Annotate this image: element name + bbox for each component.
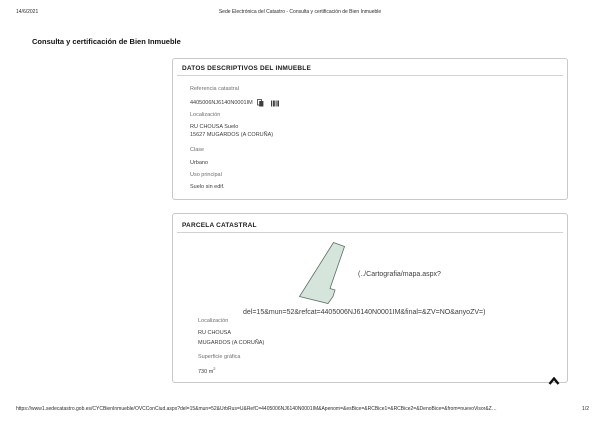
- chevron-up-icon[interactable]: [548, 373, 560, 382]
- clase-value: Urbano: [190, 160, 209, 166]
- parcel-shape-map: [296, 240, 348, 306]
- divider: [177, 232, 563, 233]
- referencia-catastral-label: Referencia catastral: [190, 86, 239, 92]
- map-alt-text-line1: (../Cartografia/mapa.aspx?: [358, 271, 441, 278]
- datos-descriptivos-panel: [172, 58, 568, 200]
- print-page-number: 1/2: [582, 406, 589, 412]
- divider: [177, 75, 563, 76]
- referencia-catastral-value: 4405006NJ6140N0001IM: [190, 100, 253, 106]
- localizacion-line1: RU CHOUSA Suelo: [190, 124, 239, 130]
- print-date: 14/6/2021: [16, 9, 39, 15]
- datos-panel-title: DATOS DESCRIPTIVOS DEL INMUEBLE: [182, 65, 311, 72]
- map-alt-text-line2: del=15&mun=52&refcat=4405006NJ6140N0001IM&final=&ZV=NO&anyoZV=): [243, 309, 486, 316]
- print-footer-url: https://www1.sedecatastro.gob.es/CYCBienInmueble/OVCConCiud.aspx?del=15&mun=52&UrbRus=U&RefC=4405006NJ6140N0001IM&Apenom=&esBice=&RCBice1=&RCBice2=&DenoBice=&from=nuevoVisor&Z…: [16, 406, 497, 412]
- uso-principal-label: Uso principal: [190, 172, 222, 178]
- superficie-grafica-value: 730 $m^2$: [198, 366, 216, 375]
- localizacion-line2: MUGARDOS (A CORUÑA): [198, 340, 265, 346]
- clase-label: Clase: [190, 147, 205, 153]
- localizacion-line1: RU CHOUSA: [198, 330, 232, 336]
- print-document-title: Sede Electrónica del Catastro - Consulta y certificación de Bien Inmueble: [218, 9, 382, 15]
- localizacion-label: Localización: [198, 318, 229, 324]
- superficie-grafica-label: Superficie gráfica: [198, 354, 241, 360]
- localizacion-label: Localización: [190, 112, 221, 118]
- uso-principal-value: Suelo sin edif.: [190, 184, 225, 190]
- copy-icon[interactable]: [257, 99, 264, 107]
- referencia-catastral-row: [190, 99, 279, 107]
- page-title: Consulta y certificación de Bien Inmueble: [32, 37, 181, 46]
- parcel-polygon: [300, 243, 345, 304]
- barcode-icon[interactable]: [271, 100, 279, 107]
- parcela-panel-title: PARCELA CATASTRAL: [182, 222, 257, 229]
- superscript-2: 2: [213, 366, 216, 371]
- localizacion-line2: 15627 MUGARDOS (A CORUÑA): [190, 132, 274, 138]
- parcela-catastral-panel: [172, 213, 568, 383]
